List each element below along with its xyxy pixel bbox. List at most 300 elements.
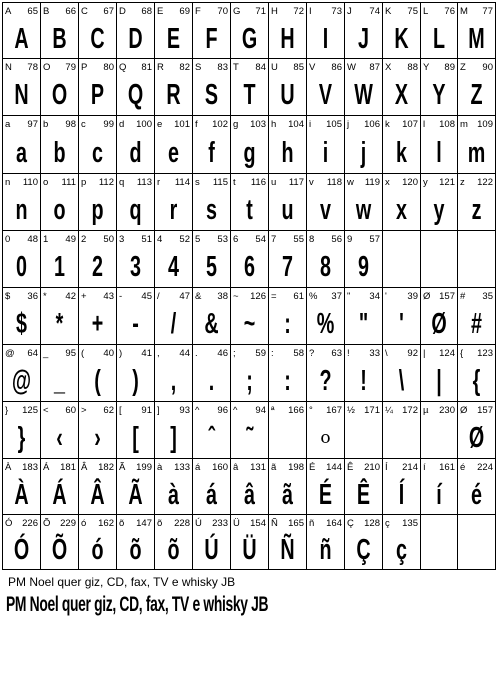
glyph-cell (79, 59, 117, 116)
glyph-char: L (423, 6, 429, 17)
glyph-code: 68 (141, 6, 152, 17)
glyph-cell (383, 59, 421, 116)
glyph-label (5, 176, 38, 189)
glyph-code: 38 (217, 291, 228, 302)
glyph-code: 96 (217, 405, 228, 416)
glyph-cell (155, 174, 193, 231)
glyph-code: 42 (65, 291, 76, 302)
glyph-cell (231, 345, 269, 402)
glyph-sample: e (168, 136, 179, 169)
glyph-sample: õ (129, 534, 142, 566)
glyph-cell (345, 231, 383, 288)
glyph-label (271, 5, 304, 18)
glyph-char: . (195, 348, 198, 359)
glyph-char: z (460, 177, 465, 188)
glyph-label (347, 461, 380, 474)
glyph-label (195, 176, 228, 189)
glyph-cell (117, 174, 155, 231)
glyph-code: 95 (65, 348, 76, 359)
glyph-label (233, 233, 266, 246)
glyph-cell (458, 116, 496, 174)
glyph-sample: ˜ (246, 422, 253, 454)
glyph-code: 164 (326, 518, 342, 529)
glyph-label (233, 517, 266, 530)
glyph-label (43, 517, 76, 530)
glyph-label (309, 5, 342, 18)
glyph-label (271, 61, 304, 74)
glyph-code: 53 (217, 234, 228, 245)
glyph-sample: G (241, 22, 258, 55)
glyph-sample: a (16, 136, 27, 169)
glyph-cell (307, 2, 345, 59)
glyph-cell (383, 2, 421, 59)
glyph-char: v (309, 177, 314, 188)
glyph-cell (421, 174, 458, 231)
glyph-sample (351, 422, 376, 455)
glyph-label (5, 290, 38, 303)
glyph-label (385, 404, 418, 417)
glyph-cell (421, 402, 458, 459)
glyph-sample: N (14, 79, 29, 111)
glyph-sample: Â (90, 478, 105, 511)
sample-text-small: PM Noel quer giz, CD, fax, TV e whisky JB (8, 575, 236, 589)
glyph-code: 117 (288, 177, 304, 188)
glyph-code: 157 (477, 405, 493, 416)
glyph-sample: 7 (282, 251, 293, 283)
glyph-cell (421, 288, 458, 345)
glyph-label (423, 233, 455, 246)
glyph-label (5, 5, 38, 18)
glyph-cell (231, 288, 269, 345)
glyph-label (271, 404, 304, 417)
glyph-label (195, 61, 228, 74)
glyph-char: R (157, 62, 164, 73)
glyph-char: u (271, 177, 277, 188)
glyph-sample: X (394, 79, 409, 111)
glyph-cell (2, 2, 41, 59)
glyph-cell (79, 515, 117, 570)
glyph-code: 46 (217, 348, 228, 359)
glyph-sample: ? (319, 365, 332, 397)
glyph-char: [ (119, 405, 122, 416)
glyph-code: 128 (364, 518, 380, 529)
glyph-sample: B (52, 22, 67, 55)
glyph-label (5, 517, 38, 530)
glyph-label (157, 176, 190, 189)
glyph-code: 161 (439, 462, 455, 473)
glyph-cell (458, 59, 496, 116)
glyph-sample: " (358, 308, 369, 340)
glyph-code: 120 (402, 177, 418, 188)
glyph-sample: Í (398, 478, 405, 511)
glyph-cell (383, 345, 421, 402)
glyph-code: 92 (407, 348, 418, 359)
glyph-cell (345, 116, 383, 174)
glyph-char: $ (5, 291, 11, 302)
glyph-cell (269, 59, 307, 116)
glyph-sample: 3 (130, 251, 141, 283)
glyph-char: Q (119, 62, 127, 73)
glyph-char: m (460, 119, 468, 130)
glyph-char: 2 (81, 234, 87, 245)
glyph-code: 36 (27, 291, 38, 302)
glyph-cell (307, 345, 345, 402)
glyph-char: | (423, 348, 426, 359)
glyph-code: 229 (60, 518, 76, 529)
glyph-code: 62 (103, 405, 114, 416)
glyph-char: \ (385, 348, 388, 359)
glyph-char: ^ (195, 405, 200, 416)
glyph-cell (41, 59, 79, 116)
glyph-char: í (423, 462, 426, 473)
glyph-label (43, 461, 76, 474)
glyph-label (43, 61, 76, 74)
glyph-char: ^ (233, 405, 238, 416)
glyph-code: 40 (103, 348, 114, 359)
glyph-char: / (157, 291, 160, 302)
glyph-code: 48 (27, 234, 38, 245)
glyph-sample: z (471, 194, 482, 226)
glyph-code: 80 (103, 62, 114, 73)
glyph-code: 43 (103, 291, 114, 302)
glyph-code: 109 (477, 119, 493, 130)
glyph-sample: o (320, 428, 331, 448)
glyph-code: 90 (482, 62, 493, 73)
glyph-cell (117, 459, 155, 515)
glyph-char: x (385, 177, 390, 188)
glyph-sample: - (132, 308, 139, 340)
glyph-cell (458, 345, 496, 402)
glyph-cell (307, 174, 345, 231)
glyph-sample: ) (132, 365, 139, 397)
glyph-sample: 1 (54, 251, 65, 283)
glyph-char: y (423, 177, 428, 188)
glyph-char: 9 (347, 234, 353, 245)
glyph-char: ó (81, 518, 87, 529)
glyph-sample: À (14, 478, 29, 511)
glyph-char: T (233, 62, 239, 73)
glyph-sample: l (436, 136, 442, 169)
glyph-char: U (271, 62, 278, 73)
glyph-label (233, 118, 266, 131)
glyph-label (81, 233, 114, 246)
glyph-sample: ~ (243, 308, 256, 340)
glyph-cell (269, 288, 307, 345)
glyph-code: 162 (98, 518, 114, 529)
glyph-label (5, 404, 38, 417)
glyph-char: á (195, 462, 201, 473)
glyph-label (81, 290, 114, 303)
glyph-sample: 0 (16, 251, 27, 283)
glyph-char: N (5, 62, 12, 73)
glyph-code: 97 (27, 119, 38, 130)
glyph-label (309, 176, 342, 189)
glyph-label (195, 290, 228, 303)
glyph-sample: g (243, 136, 256, 169)
glyph-cell (269, 2, 307, 59)
glyph-code: 88 (407, 62, 418, 73)
glyph-label (423, 176, 455, 189)
glyph-label (233, 290, 266, 303)
glyph-char: 4 (157, 234, 163, 245)
glyph-cell (307, 402, 345, 459)
glyph-cell (345, 2, 383, 59)
glyph-code: 230 (439, 405, 455, 416)
glyph-cell (117, 515, 155, 570)
glyph-code: 233 (212, 518, 228, 529)
glyph-cell (193, 2, 231, 59)
glyph-cell (117, 402, 155, 459)
glyph-label (119, 118, 152, 131)
glyph-label (309, 61, 342, 74)
glyph-char: _ (43, 348, 49, 359)
glyph-cell (345, 345, 383, 402)
glyph-label (347, 61, 380, 74)
glyph-cell (2, 288, 41, 345)
glyph-cell (307, 116, 345, 174)
glyph-code: 123 (477, 348, 493, 359)
glyph-cell (79, 2, 117, 59)
glyph-cell (269, 174, 307, 231)
glyph-code: 210 (364, 462, 380, 473)
glyph-label (157, 461, 190, 474)
glyph-label (385, 118, 418, 131)
glyph-code: 81 (141, 62, 152, 73)
glyph-code: 72 (293, 6, 304, 17)
glyph-code: 121 (439, 177, 455, 188)
glyph-char: C (81, 6, 88, 17)
glyph-char: é (460, 462, 466, 473)
glyph-code: 125 (22, 405, 38, 416)
glyph-sample: A (14, 22, 29, 55)
glyph-char: = (271, 291, 277, 302)
glyph-sample (427, 422, 451, 455)
glyph-label (309, 404, 342, 417)
glyph-sample: ' (399, 308, 404, 340)
glyph-label (423, 290, 455, 303)
glyph-label (271, 290, 304, 303)
glyph-label (385, 347, 418, 360)
glyph-label (233, 5, 266, 18)
glyph-char: ª (271, 405, 275, 416)
glyph-label (423, 5, 455, 18)
glyph-code: 135 (402, 518, 418, 529)
glyph-char: Í (385, 462, 388, 473)
glyph-cell (383, 174, 421, 231)
glyph-label (309, 290, 342, 303)
glyph-code: 104 (288, 119, 304, 130)
glyph-code: 116 (250, 177, 266, 188)
glyph-sample: % (316, 308, 335, 340)
glyph-code: 85 (293, 62, 304, 73)
glyph-sample: Q (127, 79, 144, 111)
glyph-code: 133 (174, 462, 190, 473)
glyph-code: 67 (103, 6, 114, 17)
glyph-code: 59 (255, 348, 266, 359)
glyph-code: 76 (444, 6, 455, 17)
glyph-code: 89 (444, 62, 455, 73)
glyph-code: 56 (331, 234, 342, 245)
glyph-code: 198 (288, 462, 304, 473)
glyph-char: { (460, 348, 464, 359)
glyph-label (460, 461, 493, 474)
glyph-sample: U (280, 79, 295, 111)
glyph-sample: h (281, 136, 294, 169)
glyph-sample: & (204, 308, 219, 340)
glyph-char: ] (157, 405, 160, 416)
glyph-cell (117, 288, 155, 345)
glyph-sample: C (90, 22, 105, 55)
glyph-sample: Á (52, 478, 67, 511)
glyph-code: 111 (61, 177, 76, 188)
glyph-label (43, 118, 76, 131)
glyph-code: 114 (174, 177, 190, 188)
glyph-label (309, 233, 342, 246)
glyph-cell (117, 116, 155, 174)
glyph-label (157, 290, 190, 303)
glyph-label (43, 347, 76, 360)
glyph-char: Ø (460, 405, 468, 416)
glyph-sample: y (433, 194, 445, 226)
glyph-char: ¼ (385, 405, 393, 416)
glyph-sample: o (53, 194, 66, 226)
glyph-sample: ( (94, 365, 101, 397)
glyph-char: µ (423, 405, 429, 416)
glyph-code: 91 (141, 405, 152, 416)
glyph-cell (383, 515, 421, 570)
glyph-cell (383, 402, 421, 459)
glyph-sample: ó (91, 534, 104, 566)
glyph-label (157, 347, 190, 360)
glyph-code: 44 (179, 348, 190, 359)
glyph-code: 71 (255, 6, 266, 17)
glyph-sample: s (206, 194, 217, 226)
glyph-char: D (119, 6, 126, 17)
glyph-sample: E (166, 22, 181, 55)
glyph-label (271, 176, 304, 189)
glyph-sample (427, 535, 451, 566)
glyph-code: 82 (179, 62, 190, 73)
glyph-label (423, 118, 455, 131)
glyph-sample: x (396, 194, 407, 226)
glyph-label (460, 61, 493, 74)
glyph-cell (345, 288, 383, 345)
glyph-label (43, 176, 76, 189)
glyph-sample: Ç (356, 534, 371, 566)
glyph-char: ; (233, 348, 236, 359)
glyph-char: ( (81, 348, 85, 359)
glyph-label (119, 61, 152, 74)
glyph-code: 199 (136, 462, 152, 473)
glyph-sample: ; (246, 365, 253, 397)
glyph-cell (307, 288, 345, 345)
glyph-sample: [ (132, 422, 139, 454)
glyph-code: 147 (136, 518, 152, 529)
glyph-char: ç (385, 518, 390, 529)
glyph-sample: 5 (206, 251, 217, 283)
glyph-cell (79, 402, 117, 459)
glyph-char: Ã (119, 462, 126, 473)
glyph-label (195, 5, 228, 18)
glyph-sample: ! (360, 365, 367, 397)
glyph-cell (41, 174, 79, 231)
glyph-sample: O (51, 79, 68, 111)
glyph-code: 47 (179, 291, 190, 302)
glyph-cell (41, 345, 79, 402)
glyph-cell (231, 59, 269, 116)
glyph-char: i (309, 119, 312, 130)
glyph-char: c (81, 119, 86, 130)
glyph-code: 183 (22, 462, 38, 473)
glyph-cell (345, 515, 383, 570)
glyph-code: 58 (293, 348, 304, 359)
glyph-char: ) (119, 348, 123, 359)
glyph-char: â (233, 462, 239, 473)
glyph-cell (458, 174, 496, 231)
glyph-cell (155, 402, 193, 459)
glyph-label (81, 461, 114, 474)
glyph-label (119, 290, 152, 303)
glyph-code: 131 (250, 462, 266, 473)
glyph-sample: m (467, 136, 486, 169)
glyph-char: à (157, 462, 163, 473)
glyph-label (347, 290, 380, 303)
glyph-cell (231, 459, 269, 515)
glyph-char: * (43, 291, 47, 302)
glyph-label (309, 461, 342, 474)
glyph-char: 6 (233, 234, 239, 245)
glyph-label (5, 347, 38, 360)
glyph-code: 35 (482, 291, 493, 302)
glyph-cell (231, 174, 269, 231)
glyph-char: Ñ (271, 518, 278, 529)
glyph-sample: ˆ (208, 422, 215, 454)
glyph-label (119, 461, 152, 474)
glyph-sample: W (354, 79, 373, 111)
glyph-label (309, 517, 342, 530)
glyph-sample: : (284, 365, 291, 397)
glyph-char: ° (309, 405, 313, 416)
glyph-label (385, 233, 418, 246)
glyph-code: 98 (65, 119, 76, 130)
glyph-code: 144 (326, 462, 342, 473)
glyph-label (423, 347, 455, 360)
glyph-code: 118 (326, 177, 342, 188)
glyph-cell (231, 231, 269, 288)
glyph-char: ~ (233, 291, 239, 302)
glyph-char: A (5, 6, 12, 17)
glyph-sample: T (243, 79, 256, 111)
glyph-code: 102 (212, 119, 228, 130)
glyph-cell (345, 174, 383, 231)
glyph-sample: p (91, 194, 104, 226)
glyph-sample: à (168, 478, 179, 511)
glyph-char: b (43, 119, 49, 130)
glyph-cell (2, 402, 41, 459)
glyph-label (385, 176, 418, 189)
glyph-label (347, 404, 380, 417)
glyph-cell (421, 345, 458, 402)
glyph-char: p (81, 177, 87, 188)
glyph-code: 50 (103, 234, 114, 245)
glyph-sample (464, 251, 489, 284)
glyph-char: À (5, 462, 12, 473)
glyph-char: P (81, 62, 88, 73)
glyph-char: l (423, 119, 426, 130)
glyph-label (347, 176, 380, 189)
glyph-cell (383, 116, 421, 174)
glyph-code: 154 (250, 518, 266, 529)
